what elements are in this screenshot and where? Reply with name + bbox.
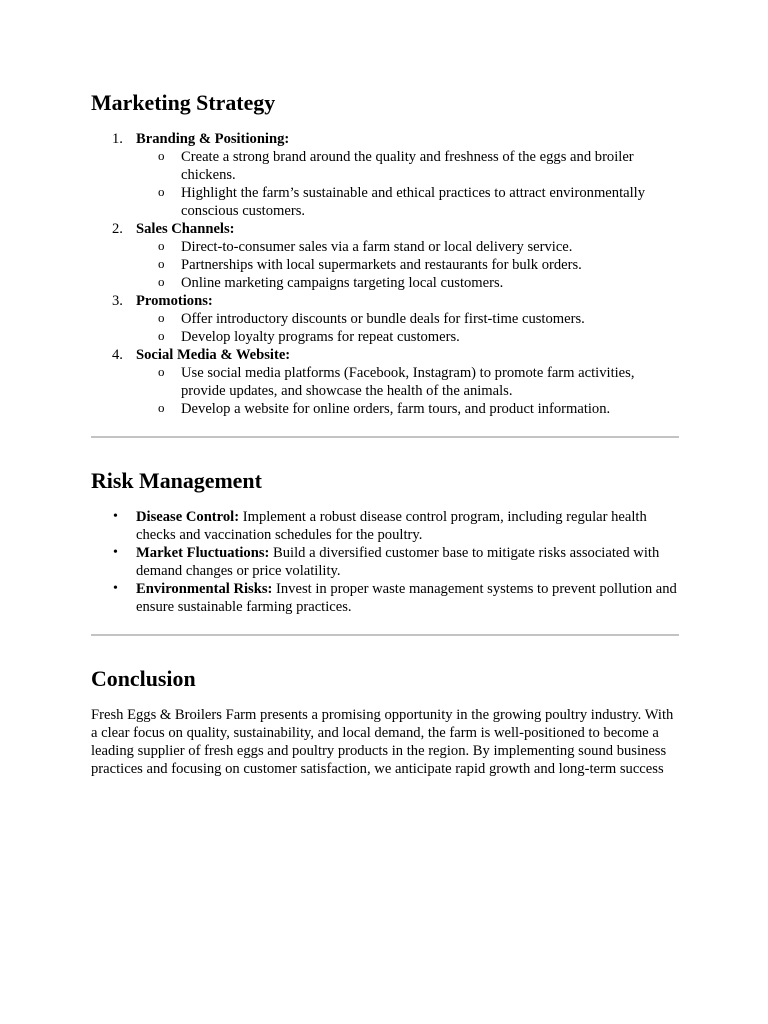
risk-management-list [91,508,679,616]
list-number: 3. [112,293,123,309]
risk-item-lead: Disease Control: [136,509,240,525]
sub-list-text: Use social media platforms (Facebook, Instagram) to promote farm activities, provide updates, and showcase the health of the animals. [181,365,635,399]
sub-list-text: Highlight the farm’s sustainable and ethical practices to attract environmentally conscious customers. [181,185,646,219]
sub-bullet-marker: o [158,256,165,271]
sub-list-text: Direct-to-consumer sales via a farm stand or local delivery service. [181,239,573,255]
sub-bullet-marker: o [158,274,165,289]
sub-bullet-marker: o [158,238,165,253]
risk-item-disease-control [91,508,679,544]
marketing-item-title: Social Media & Website: [136,347,291,363]
sub-bullet-marker: o [158,328,165,343]
marketing-item-social-media [91,346,679,418]
sub-list [136,238,679,292]
sub-bullet-marker: o [158,184,165,199]
sub-list-text: Develop a website for online orders, farm tours, and product information. [181,401,611,417]
sub-list-text: Online marketing campaigns targeting local customers. [181,275,504,291]
risk-item-text: Invest in proper waste management systems to prevent pollution and ensure sustainable farming practices. [136,581,677,615]
sub-list-item [136,148,679,184]
risk-item-market-fluctuations [91,544,679,580]
sub-bullet-marker: o [158,364,165,379]
marketing-strategy-list [91,130,679,418]
list-number: 1. [112,131,123,147]
marketing-strategy-heading: Marketing Strategy [91,90,276,115]
sub-list-text: Develop loyalty programs for repeat customers. [181,329,460,345]
sub-bullet-marker: o [158,148,165,163]
sub-list-text: Offer introductory discounts or bundle deals for first-time customers. [181,311,585,327]
sub-list [136,310,679,346]
risk-management-heading: Risk Management [91,468,262,493]
risk-item-lead: Environmental Risks: [136,581,273,597]
marketing-item-title: Branding & Positioning: [136,131,290,147]
sub-list-item [136,328,679,346]
marketing-item-title: Promotions: [136,293,213,309]
risk-item-text: Build a diversified customer base to mitigate risks associated with demand changes or price volatility. [136,545,660,579]
marketing-item-title: Sales Channels: [136,221,235,237]
list-number: 4. [112,347,123,363]
sub-list-item [136,400,679,418]
conclusion-paragraph: Fresh Eggs & Broilers Farm presents a promising opportunity in the growing poultry industry. With a clear focus on quality, sustainability, and local demand, the farm is well-positioned to become a leading supplier of fresh eggs and poultry products in the region. By implementing sound business practices and focusing on customer satisfaction, we anticipate rapid growth and long-term success [91,707,674,777]
sub-list-item [136,256,679,274]
marketing-item-promotions [91,292,679,346]
risk-item-environmental-risks [91,580,679,616]
sub-bullet-marker: o [158,400,165,415]
list-number: 2. [112,221,123,237]
marketing-item-sales-channels [91,220,679,292]
sub-bullet-marker: o [158,310,165,325]
document-content [91,90,679,778]
sub-list-item [136,274,679,292]
conclusion-heading: Conclusion [91,666,196,691]
bullet-marker: • [113,509,118,524]
sub-list [136,364,679,418]
sub-list-text: Create a strong brand around the quality and freshness of the eggs and broiler chickens. [181,149,634,183]
sub-list-item [136,238,679,256]
marketing-item-branding [91,130,679,220]
sub-list-item [136,310,679,328]
sub-list-item [136,184,679,220]
risk-item-lead: Market Fluctuations: [136,545,270,561]
sub-list-item [136,364,679,400]
sub-list-text: Partnerships with local supermarkets and restaurants for bulk orders. [181,257,582,273]
risk-item-text: Implement a robust disease control program, including regular health checks and vaccination schedules for the poultry. [136,509,647,543]
sub-list [136,148,679,220]
bullet-marker: • [113,545,118,560]
bullet-marker: • [113,581,118,596]
